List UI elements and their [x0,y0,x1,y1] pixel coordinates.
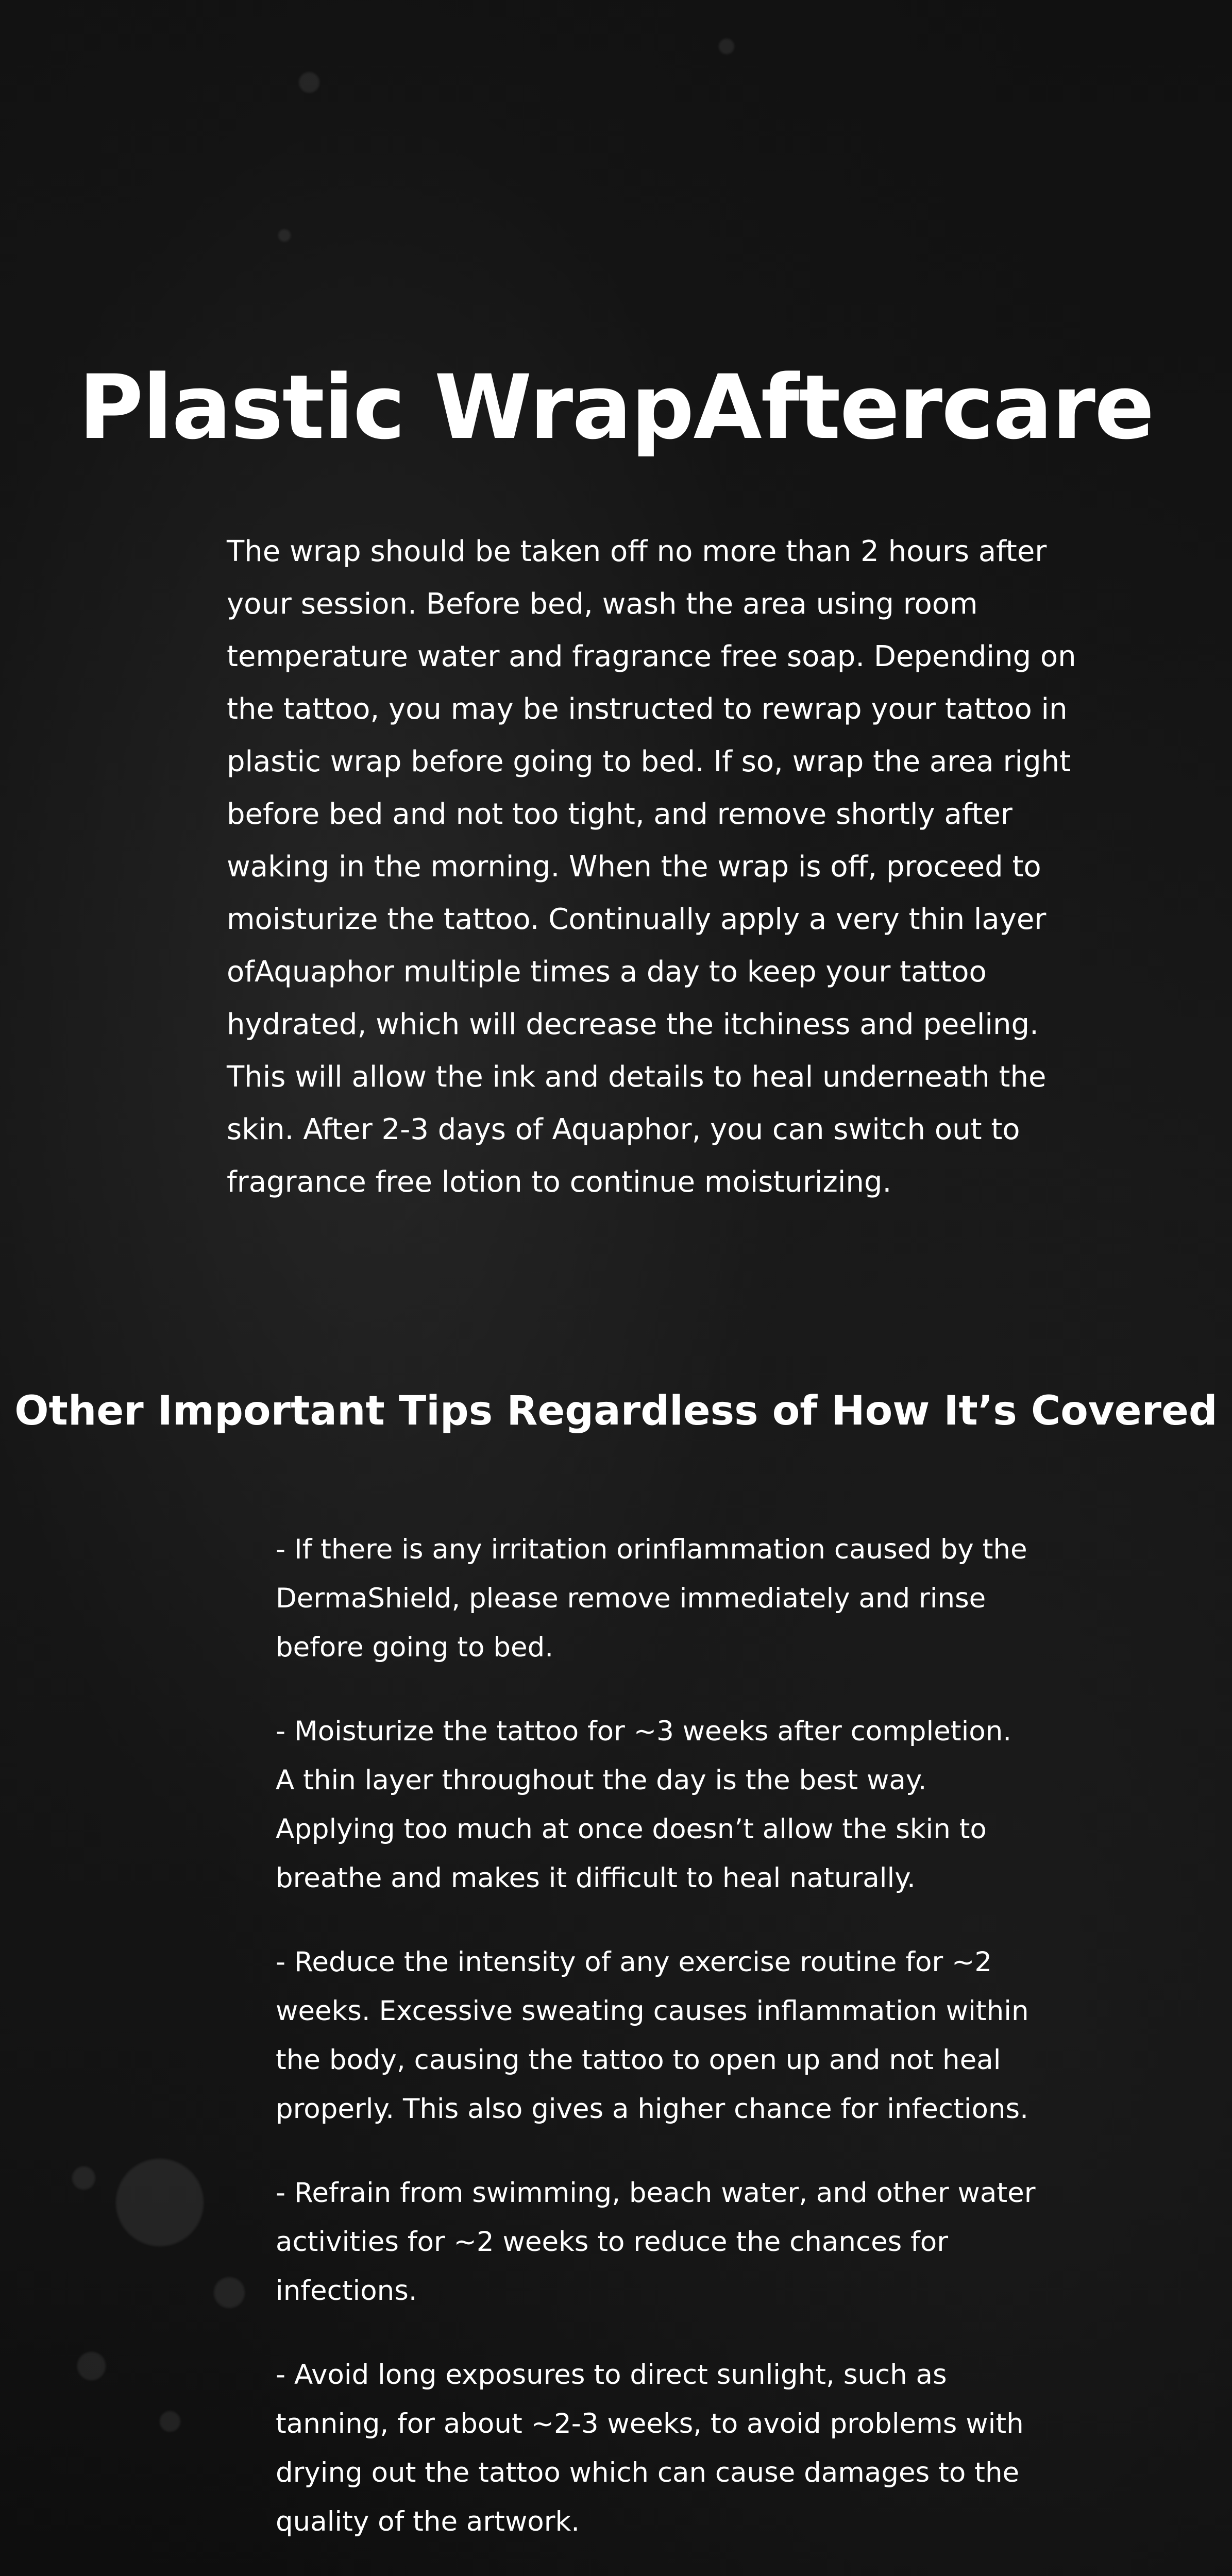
background-speck [77,2352,106,2380]
background-speck [72,2166,95,2190]
tips-list [276,1525,1038,2576]
background-speck [160,2411,180,2432]
intro-paragraph: The wrap should be taken off no more than 2 hours after your session. Before bed, wash the area using room temperature water and fragrance free soap. Depending on the tattoo, you may be instructed to rewrap your tattoo in plastic wrap before going to bed. If so, wrap the area right before bed and not too tight, and remove shortly after waking in the morning. When the wrap is off, proceed to moisturize the tattoo. Continually apply a very thin layer ofAquaphor multiple times a day to keep your tattoo hydrated, which will decrease the itchiness and peeling. This will allow the ink and details to heal underneath the skin. After 2-3 days of Aquaphor, you can switch out to fragrance free lotion to continue moisturizing. [227,535,1076,1199]
background-speck [214,2277,245,2308]
background-speck [299,72,319,93]
tip-exercise: - Reduce the intensity of any exercise routine for ~2 weeks. Excessive sweating causes inflammation within the body, causing the tattoo to open up and not heal properly. This also gives a higher chance for infections. [276,1946,1029,2125]
tip-swimming: - Refrain from swimming, beach water, and other water activities for ~2 weeks to reduce the chances for infections. [276,2177,1036,2307]
background-speck [116,2159,204,2246]
section-subtitle: Other Important Tips Regardless of How It’s Covered [14,1388,1218,1434]
background-speck [719,39,734,54]
page-title: Plastic WrapAftercare [78,355,1154,459]
tip-moisturize: - Moisturize the tattoo for ~3 weeks after completion. A thin layer throughout the day is the best way. Applying too much at once doesn’t allow the skin to breathe and makes it difficult to heal naturally. [276,1716,1012,1894]
tip-sunlight: - Avoid long exposures to direct sunlight, such as tanning, for about ~2-3 weeks, to avoid problems with drying out the tattoo which can cause damages to the quality of the artwork. [276,2359,1024,2537]
tip-irritation: - If there is any irritation orinflammation caused by the DermaShield, please remove immediately and rinse before going to bed. [276,1534,1027,1663]
background-speck [278,229,291,242]
